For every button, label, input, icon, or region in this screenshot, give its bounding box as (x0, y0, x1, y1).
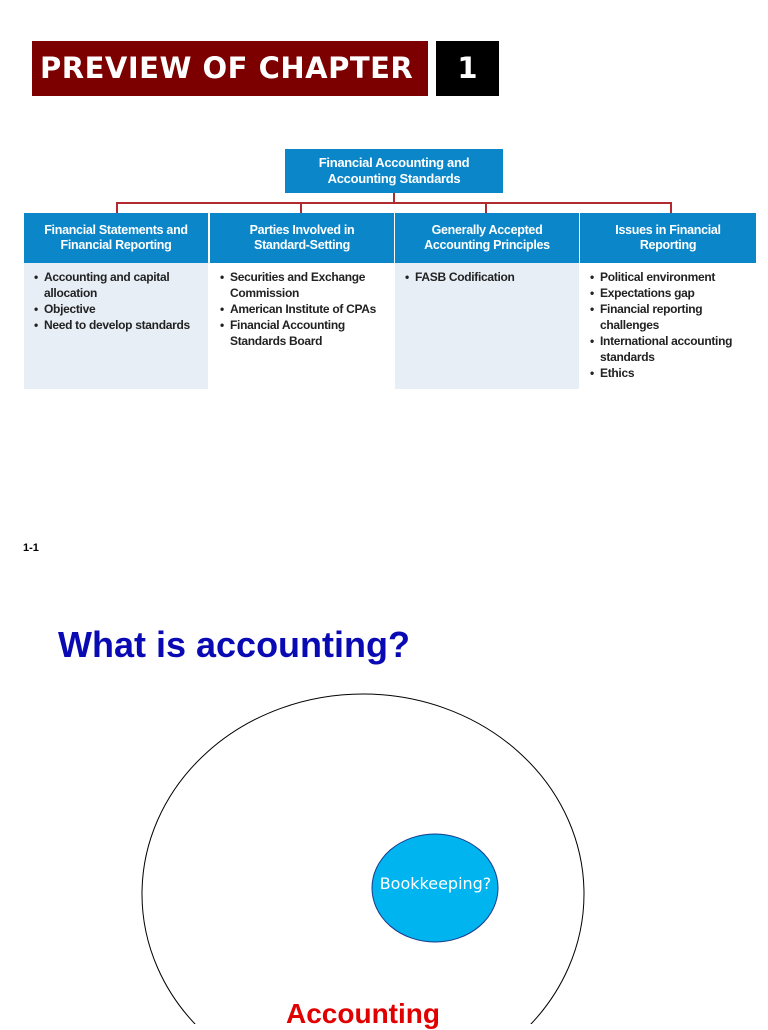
connector-drop-4 (670, 202, 672, 213)
column-body (210, 263, 394, 389)
connector-drop-2 (300, 202, 302, 213)
list-item: • Expectations gap (590, 285, 752, 301)
list-item: • FASB Codification (405, 269, 575, 285)
column-heading: Parties Involved in Standard-Setting (210, 213, 394, 263)
connector-horizontal (116, 202, 672, 204)
accounting-label: Accounting (286, 998, 440, 1029)
accounting-outer-circle (142, 694, 584, 1024)
column-heading: Generally Accepted Accounting Principles (395, 213, 579, 263)
column-body (395, 263, 579, 389)
chart-column-parties (210, 213, 394, 389)
list-item: • Accounting and capital allocation (34, 269, 204, 301)
chart-column-gaap (395, 213, 579, 389)
list-item: • American Institute of CPAs (220, 301, 390, 317)
list-item: • Financial Accounting Standards Board (220, 317, 390, 349)
list-item: • International accounting standards (590, 333, 752, 365)
connector-drop-1 (116, 202, 118, 213)
list-item: • Securities and Exchange Commission (220, 269, 390, 301)
list-item: • Financial reporting challenges (590, 301, 752, 333)
column-list (34, 269, 204, 333)
chart-column-financial-statements (24, 213, 208, 389)
chart-root-box: Financial Accounting and Accounting Standards (285, 149, 503, 193)
column-list (405, 269, 575, 285)
bookkeeping-label: Bookkeeping? (379, 874, 492, 893)
column-body (24, 263, 208, 389)
list-item: • Political environment (590, 269, 752, 285)
chapter-title-banner: PREVIEW OF CHAPTER (32, 41, 428, 96)
column-list (590, 269, 752, 381)
column-heading: Financial Statements and Financial Reporting (24, 213, 208, 263)
column-heading: Issues in Financial Reporting (580, 213, 756, 263)
connector-drop-3 (485, 202, 487, 213)
chapter-number-badge: 1 (436, 41, 499, 96)
accounting-venn-diagram (0, 680, 768, 1024)
column-body (580, 263, 756, 389)
chart-column-issues (580, 213, 756, 389)
slide-number: 1-1 (23, 542, 39, 554)
column-list (220, 269, 390, 349)
list-item: • Objective (34, 301, 204, 317)
list-item: • Need to develop standards (34, 317, 204, 333)
slide-heading: What is accounting? (58, 624, 411, 665)
list-item: • Ethics (590, 365, 752, 381)
